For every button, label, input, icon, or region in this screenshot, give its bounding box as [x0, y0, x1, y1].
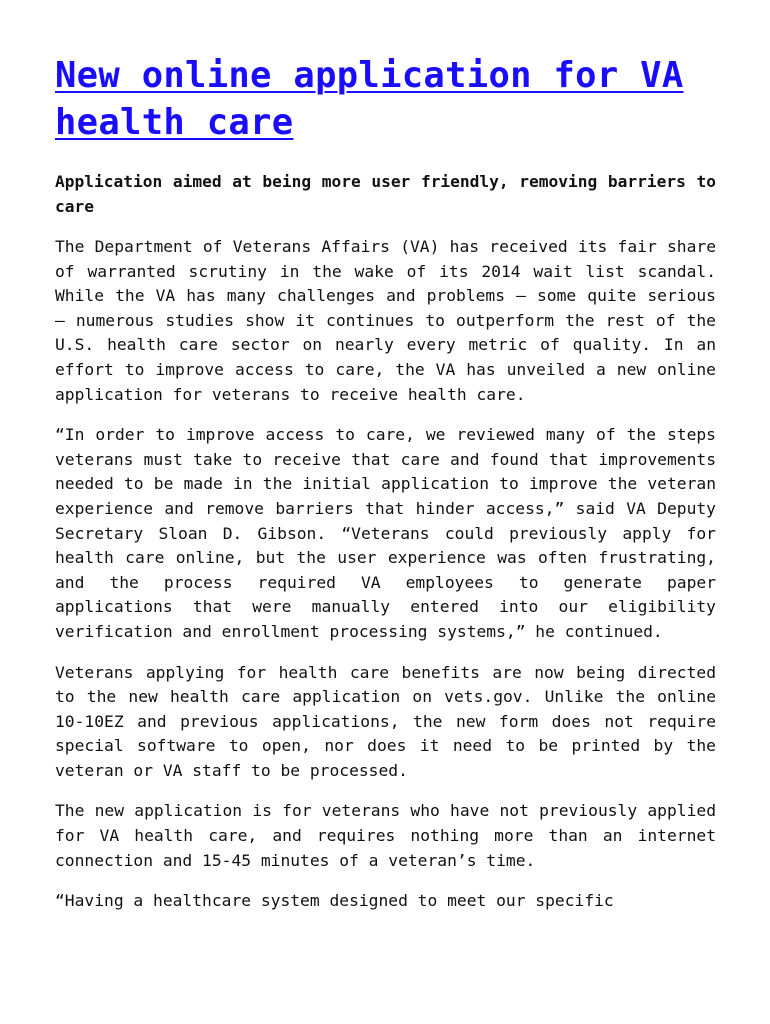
- article-title: [55, 52, 716, 146]
- article-paragraph-2: “In order to improve access to care, we reviewed many of the steps veterans must take to receive that care and found that improvements needed to be made in the initial application to improve the veteran experience and remove barriers that hinder access,” said VA Deputy Secretary Sloan D. Gibson. “Veterans could previously apply for health care online, but the user experience was often frustrating, and the process required VA employees to generate paper applications that were manually entered into our eligibility verification and enrollment processing systems,” he continued.: [55, 425, 716, 641]
- article-paragraph-3: Veterans applying for health care benefits are now being directed to the new health care application on vets.gov. Unlike the online 10-10EZ and previous applications, the new form does not require special software to open, nor does it need to be printed by the veteran or VA staff to be processed.: [55, 662, 716, 780]
- article-paragraph-1: The Department of Veterans Affairs (VA) has received its fair share of warranted scrutiny in the wake of its 2014 wait list scandal. While the VA has many challenges and problems — some quite serious — numerous studies show it continues to outperform the rest of the U.S. health care sector on nearly every metric of quality. In an effort to improve access to care, the VA has unveiled a new online application for veterans to receive health care.: [55, 237, 716, 404]
- article-subtitle: Application aimed at being more user friendly, removing barriers to care: [55, 172, 716, 216]
- article-paragraph-4: The new application is for veterans who have not previously applied for VA health care, and requires nothing more than an internet connection and 15-45 minutes of a veteran’s time.: [55, 801, 716, 870]
- article: [55, 52, 716, 914]
- article-title-link[interactable]: New online application for VA health care: [55, 55, 684, 143]
- article-paragraph-5: “Having a healthcare system designed to meet our specific: [55, 891, 614, 911]
